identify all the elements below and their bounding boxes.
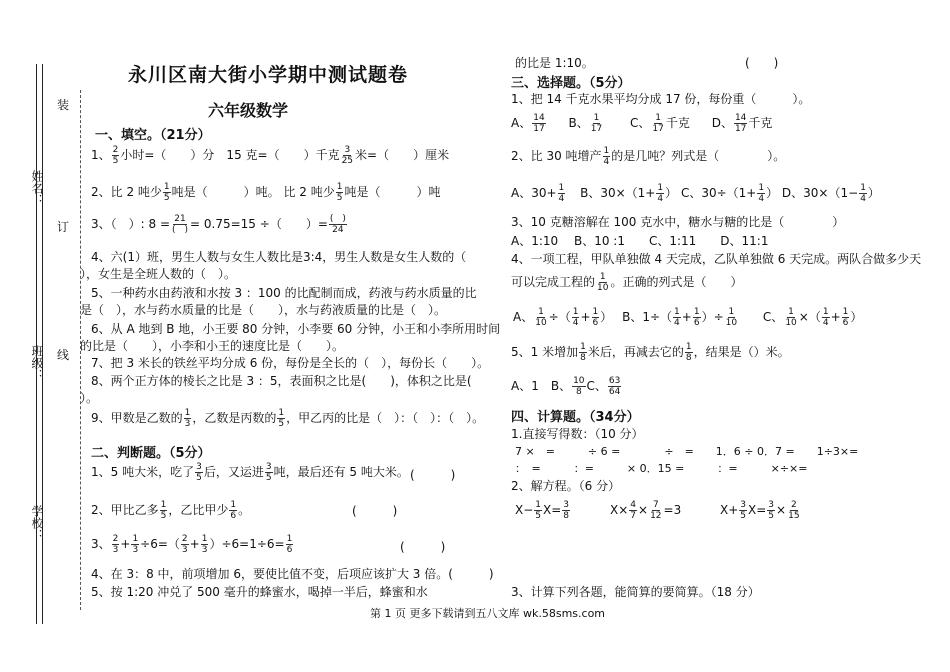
s2-q4: 4、在 3：8 中，前项增加 6，要使比值不变，后项应该扩大 3 倍。( ) [91, 567, 494, 581]
s2-q1-blank: ( ) [410, 468, 456, 482]
s4-c1-row1: 7 × = ÷ 6 = ÷ = 1．6 ÷ 0．7 = 1÷3×= [515, 445, 859, 458]
s3-q3-options: A、1:10 B、10 :1 C、1:11 D、11:1 [511, 234, 769, 248]
s3-q3: 3、10 克糖溶解在 100 克水中，糖水与糖的比是（ ） [511, 215, 845, 229]
binding-char-xian: 线 [57, 348, 70, 362]
s1-q9: 9、甲数是乙数的 $\frac{1}{3}$ ，乙数是丙数的 $\frac{1}{5}$ ，甲乙丙的比是（ ）：（ ）：（ ）。 [91, 408, 485, 429]
equation-3: X+ $\frac{3}{5}$ X= $\frac{3}{5}$ × $\frac{2}{15}$ [720, 500, 800, 521]
s3-q1-options: A、 $\frac{14}{17}$ B、 $\frac{1}{17}$ C、 $\frac{1}{17}$ 千克 D、 $\frac{14}{17}$ 千克 [511, 113, 773, 134]
s1-q5-line2: 是（ ），水与药水质量的比是（ ），水与药液质量的比是（ ）。 [80, 303, 447, 317]
s3-q4-line1: 4、一项工程，甲队单独做 4 天完成，乙队单独做 6 天完成。两队合做多少天 [511, 252, 922, 266]
s3-q2: 2、比 30 吨增产 $\frac{1}{4}$ 的是几吨？列式是（ ）。 [511, 146, 786, 167]
name-label: 姓名： [30, 170, 44, 206]
binding-char-zhuang: 装 [57, 98, 70, 112]
s1-q7: 7、把 3 米长的铁丝平均分成 6 份，每份是全长的（ ），每份长（ ）。 [91, 356, 490, 370]
s4-c1: 1.直接写得数：（10 分） [511, 427, 644, 441]
s1-q5-line1: 5、一种药水由药液和水按 3 ：100 的比配制而成，药液与药水质量的比 [91, 286, 477, 300]
s4-c3: 3、计算下列各题，能简算的要简算。（18 分） [511, 585, 760, 599]
equation-1: X− $\frac{1}{5}$ X= $\frac{3}{8}$ [515, 500, 570, 521]
s1-q2: 2、比 2 吨少 $\frac{1}{5}$ 吨是（ ）吨。 比 2 吨少 $\frac{1}{5}$ 吨是（ ）吨 [91, 182, 441, 203]
s3-q5: 5、1 米增加 $\frac{1}{8}$ 米后，再减去它的 $\frac{1}{8}$ ，结果是（）米。 [511, 342, 790, 363]
s2-q5-blank: ( ) [745, 56, 779, 70]
binding-char-ding: 订 [57, 220, 70, 234]
s1-q6-line1: 6、从 A 地到 B 地，小王要 80 分钟，小李要 60 分钟，小王和小李所用时间 [91, 322, 501, 336]
s4-c2: 2、解方程。（6 分） [511, 479, 621, 493]
s2-q5: 5、按 1:20 冲兑了 500 毫升的蜂蜜水，喝掉一半后，蜂蜜和水 [91, 585, 428, 599]
s2-q3: 3、 $\frac{2}{3}$ + $\frac{1}{3}$ ÷6=（ $\frac{2}{3}$ + $\frac{1}{3}$ ）÷6=1÷6= $\frac{1}{6}$ [91, 534, 293, 555]
s2-q1: 1、5 吨大米，吃了 $\frac{3}{5}$ 后，又运进 $\frac{3}{5}$ 吨，最后还有 5 吨大米。 [91, 462, 409, 483]
s1-q4-line1: 4、六(1）班，男生人数与女生人数比是3:4，男生人数是女生人数的（ [91, 250, 467, 264]
s3-q4-options: A、 $\frac{1}{10}$ ÷（ $\frac{1}{4}$ + $\frac{1}{6}$ ） B、1÷（ $\frac{1}{4}$ + $\frac{1}{6}$ ）÷ $\frac{1}{10}$ C、 $\frac{1}{10}$ ×（ $\frac{1}{4}$ + $\frac{1}{6}$ ） [513, 307, 863, 328]
s2-q2: 2、甲比乙多 $\frac{1}{5}$ ，乙比甲少 $\frac{1}{6}$ 。 [91, 500, 251, 521]
s1-q8-line1: 8、两个正方体的棱长之比是 3 ：5，表面积之比是( )，体积之比是( [91, 374, 472, 388]
section-1-heading: 一、填空。（21分） [95, 128, 211, 143]
s1-q3: 3、（ ）: 8 = $\frac{21}{( )}$ = 0.75=15 ÷（ ）= $\frac{( )}{24}$ [91, 214, 346, 235]
page-footer: 第 1 页 更多下载请到五八文库 wk.58sms.com [370, 607, 606, 620]
s3-q1: 1、把 14 千克水果平均分成 17 份，每份重（ ）。 [511, 92, 811, 106]
s3-q2-options: A、30+ $\frac{1}{4}$ B、30×（1+ $\frac{1}{4}$ ） C、30÷（1+ $\frac{1}{4}$ ） D、30×（1− $\frac{1}{4}$ ） [511, 183, 880, 204]
s3-q5-options: A、1 B、 $\frac{10}{8}$ C、 $\frac{63}{64}$ [511, 376, 621, 397]
s3-q4-line2: 可以完成工程的 $\frac{1}{10}$ 。正确的列式是（ ） [511, 272, 743, 293]
s2-q5-continued: 的比是 1:10。 [515, 56, 594, 70]
class-label: 班级： [30, 345, 44, 381]
s4-c1-row2: ： = ：= × 0．15 = ：= ×÷×= [515, 462, 808, 475]
page-subtitle: 六年级数学 [208, 101, 289, 120]
s1-q1: 1、 $\frac{2}{5}$ 小时=（ ）分 15 克=（ ）千克 $\frac{3}{25}$ 米=（ ）厘米 [91, 145, 450, 166]
school-label: 学校： [30, 505, 44, 541]
section-3-heading: 三、选择题。（5分） [511, 76, 631, 91]
s2-q3-blank: ( ) [400, 540, 446, 554]
s1-q6-line2: 的比是（ ），小李和小王的速度比是（ ）。 [80, 339, 345, 353]
section-2-heading: 二、判断题。（5分） [91, 446, 211, 461]
s1-q4-line2: ），女生是全班人数的（ ）。 [80, 267, 237, 281]
section-4-heading: 四、计算题。（34分） [511, 410, 640, 425]
s1-q8-line2: ）。 [80, 391, 99, 405]
page-title: 永川区南大街小学期中测试题卷 [128, 64, 409, 86]
equation-2: X× $\frac{4}{7}$ × $\frac{7}{12}$ =3 [610, 500, 682, 521]
s2-q2-blank: ( ) [352, 504, 398, 518]
